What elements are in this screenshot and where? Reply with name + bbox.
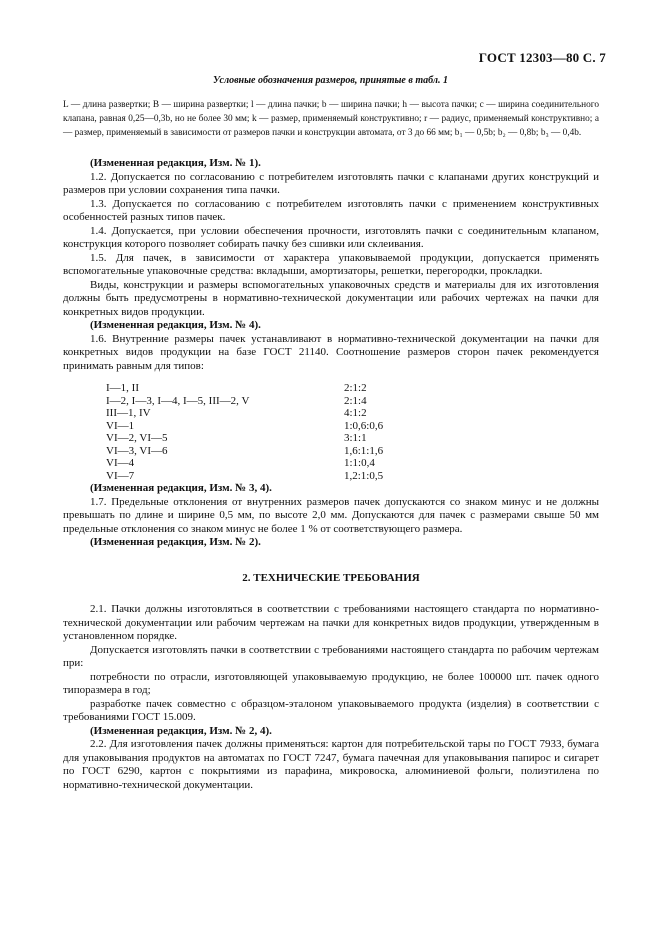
type-ratio-row — [106, 382, 576, 395]
ratio-value: 4:1:2 — [344, 407, 367, 419]
revision-note: (Измененная редакция, Изм. № 1). — [90, 157, 261, 169]
type-label: I—1, II — [106, 382, 139, 394]
clause-1-3: 1.3. Допускается по согласованию с потребителем изготовлять пачки с применением конструктивных особенностей разных типов пачек. — [63, 197, 599, 223]
clause-1-2: 1.2. Допускается по согласованию с потребителем изготовлять пачки с клапанами других конструкций и размеров при условии сохранения типа пачки. — [63, 170, 599, 196]
type-label: VI—4 — [106, 457, 135, 469]
type-ratio-list — [106, 382, 576, 482]
clause-2-1: 2.1. Пачки должны изготовляться в соответствии с требованиями настоящего стандарта по нормативно-технической документации или рабочим чертежам на пачки для конкретных видов продукции, утвержденным в установленном порядке. — [63, 603, 599, 642]
clause-2-1-continued: Допускается изготовлять пачки в соответствии с требованиями настоящего стандарта по рабочим чертежам при: — [63, 643, 599, 669]
revision-note: (Измененная редакция, Изм. № 3, 4). — [90, 482, 272, 494]
clause-2-1-item: разработке пачек совместно с образцом-эталоном упаковываемого продукта (изделия) в соответствии с требованиями ГОСТ 15.009. — [63, 697, 599, 723]
type-ratio-row — [106, 395, 576, 408]
type-ratio-row — [106, 432, 576, 445]
dimension-legend: L — длина развертки; B — ширина развертки; l — длина пачки; b — ширина пачки; h — высота пачки; c — ширина соединительного клапана, равная 0,25—0,3b, но не более 30 мм; k — размер, применяемый конструктивно; r — радиус, применяемый конструктивно; a — размер, применяемый в зависимости от размеров пачки и конструкции автомата, от 3 до 66 мм; b₁ — 0,5b; b₂ — 0,8b; b₃ — 0,4b. — [63, 100, 599, 138]
type-label: VI—3, VI—6 — [106, 444, 168, 457]
type-label: VI—1 — [106, 419, 135, 432]
clause-1-5: 1.5. Для пачек, в зависимости от характера упаковываемой продукции, допускается применять вспомогательные упаковочные средства: вкладыши, амортизаторы, решетки, перегородки, прокладки. — [63, 251, 599, 277]
revision-note: (Измененная редакция, Изм. № 4). — [90, 319, 261, 331]
page-header: ГОСТ 12303—80 С. 7 — [478, 50, 606, 65]
type-ratio-row — [106, 445, 576, 458]
revision-note: (Измененная редакция, Изм. № 2). — [90, 536, 261, 548]
type-label: VI—2, VI—5 — [106, 432, 168, 444]
ratio-value: 1,2:1:0,5 — [344, 469, 384, 482]
section-title: 2. ТЕХНИЧЕСКИЕ ТРЕБОВАНИЯ — [242, 571, 420, 584]
type-label: III—1, IV — [106, 407, 151, 419]
ratio-value: 2:1:2 — [344, 382, 367, 394]
clause-1-7: 1.7. Предельные отклонения от внутренних размеров пачек допускаются со знаком минус и не должны превышать по длине и ширине 0,5 мм, по высоте 2,0 мм. Допускаются для пачек с размерами свыше 50 мм предельные отклонения со знаком минус не более 1 % от соответствующего размера. — [63, 495, 599, 535]
ratio-value: 1,6:1:1,6 — [344, 444, 384, 457]
ratio-value: 1:1:0,4 — [344, 457, 375, 469]
ratio-value: 3:1:1 — [344, 432, 367, 444]
table-title: Условные обозначения размеров, принятые в табл. 1 — [213, 75, 448, 86]
clause-2-2: 2.2. Для изготовления пачек должны применяться: картон для потребительской тары по ГОСТ 7933, бумага для упаковывания продуктов на автоматах по ГОСТ 7247, бумага пачечная для упаковывания папирос и сигарет по ГОСТ 6290, картон с покрытиями из парафина, микровоска, алюминиевой фольги, полиэтилена по нормативно-технической документации. — [63, 738, 599, 791]
ratio-value: 2:1:4 — [344, 394, 367, 407]
ratio-value: 1:0,6:0,6 — [344, 419, 384, 432]
type-ratio-row — [106, 457, 576, 470]
type-label: VI—7 — [106, 469, 135, 482]
clause-1-5-continued: Виды, конструкции и размеры вспомогательных упаковочных средств и материалы для их изготовления должны быть предусмотрены в нормативно-технической документации или рабочих чертежах на пачки для конкретных видов продукции. — [63, 278, 599, 318]
type-ratio-row — [106, 420, 576, 433]
clause-2-1-item: потребности по отрасли, изготовляющей упаковываемую продукцию, не более 100000 шт. пачек одного типоразмера в год; — [63, 670, 599, 696]
type-label: I—2, I—3, I—4, I—5, III—2, V — [106, 394, 250, 407]
document-body — [63, 157, 599, 792]
revision-note: (Измененная редакция, Изм. № 2, 4). — [90, 724, 272, 737]
type-ratio-row — [106, 407, 576, 420]
clause-1-4: 1.4. Допускается, при условии обеспечения прочности, изготовлять пачки с соединительным клапаном, конструкция которого позволяет собирать пачку без сшивки или склеивания. — [63, 224, 599, 250]
type-ratio-row — [106, 470, 576, 483]
clause-1-6: 1.6. Внутренние размеры пачек устанавливают в нормативно-технической документации на пачки для конкретных видов продукции на базе ГОСТ 21140. Соотношение размеров сторон пачек рекомендуется принимать равным для типов: — [63, 332, 599, 372]
